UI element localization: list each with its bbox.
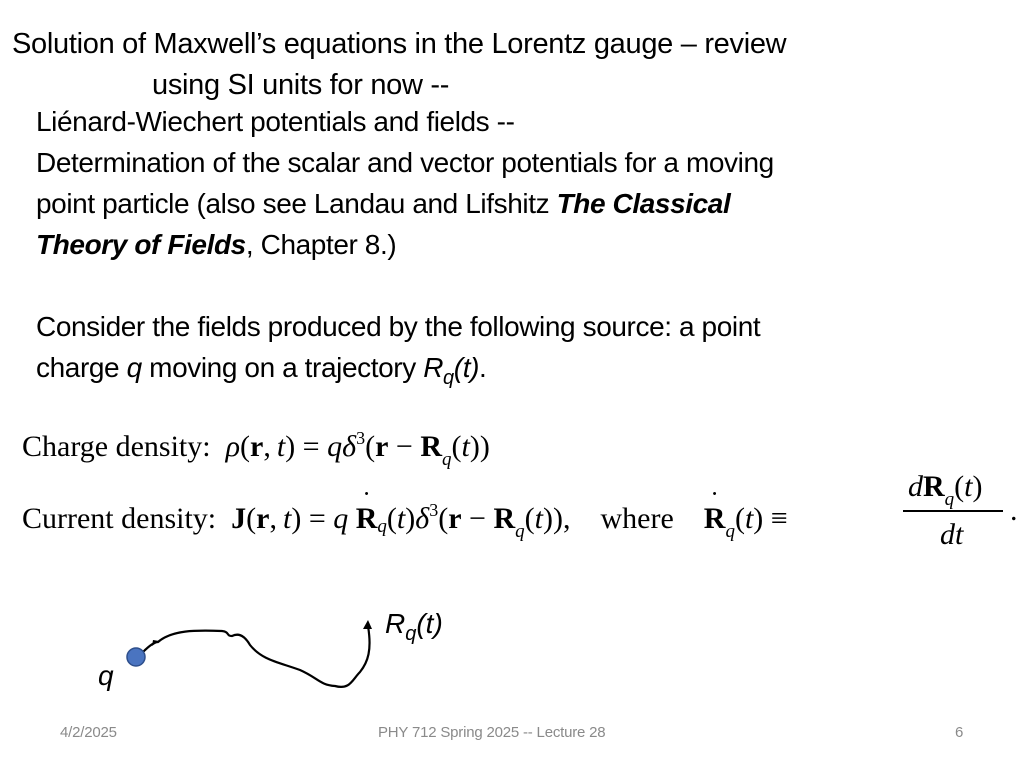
trajectory-label-t: (t) [416, 608, 443, 639]
book-title-part-1: The Classical [556, 188, 731, 219]
trajectory-arrowhead-end [363, 620, 372, 629]
trajectory-path [143, 626, 370, 687]
trajectory-subscript: q [443, 367, 454, 389]
where-label: where [600, 502, 674, 535]
slide-title-line-2: using SI units for now -- [152, 69, 450, 101]
footer-course: PHY 712 Spring 2025 -- Lecture 28 [378, 724, 606, 741]
intro-line-2: Determination of the scalar and vector potentials for a moving [36, 147, 774, 178]
intro-line-3 [36, 183, 730, 224]
footer-date: 4/2/2025 [60, 724, 117, 741]
trajectory-label-sub: q [405, 623, 417, 645]
trajectory-symbol: R [423, 352, 444, 383]
current-density-label: Current density: [22, 502, 217, 535]
particle-circle [127, 648, 145, 666]
footer-page-number: 6 [955, 724, 964, 741]
consider-text-a: charge [36, 352, 127, 383]
intro-line-1: Liénard-Wiechert potentials and fields -- [36, 106, 515, 137]
consider-line-2 [36, 347, 486, 399]
current-density-equation: Current density: J(r, t) = q ˙ $Rq(t)\delta^3(r - R_q(t))$, where ˙ $R_q(t)$ ≡ [22, 492, 788, 550]
fraction-denominator: dt [940, 518, 964, 551]
fraction-numerator: $dR_q(t)$ [908, 470, 983, 510]
particle-charge-label: q [98, 660, 114, 691]
trajectory-arg: (t) [453, 352, 479, 383]
charge-density-label: Charge density: [22, 430, 211, 463]
fraction-bar [903, 510, 1003, 512]
equation-period: . [1010, 494, 1018, 527]
trajectory-label-R: R [385, 608, 406, 639]
intro-line-4 [36, 224, 396, 265]
slide-title-line-1: Solution of Maxwell’s equations in the Lorentz gauge – review [12, 28, 787, 60]
consider-period: . [479, 352, 487, 383]
consider-line-1: Consider the fields produced by the following source: a point [36, 311, 761, 342]
intro-line-4-text: , Chapter 8.) [245, 229, 397, 260]
charge-density-equation: Charge density: ρ(r, $t) = q\delta^3(r - R_q(t))$ [22, 428, 490, 470]
trajectory-label [385, 608, 443, 646]
intro-line-3-text: point particle (also see Landau and Lifshitz [36, 188, 557, 219]
book-title-part-2: Theory of Fields [36, 229, 246, 260]
consider-text-b: moving on a trajectory [141, 352, 424, 383]
charge-symbol: q [126, 352, 142, 383]
